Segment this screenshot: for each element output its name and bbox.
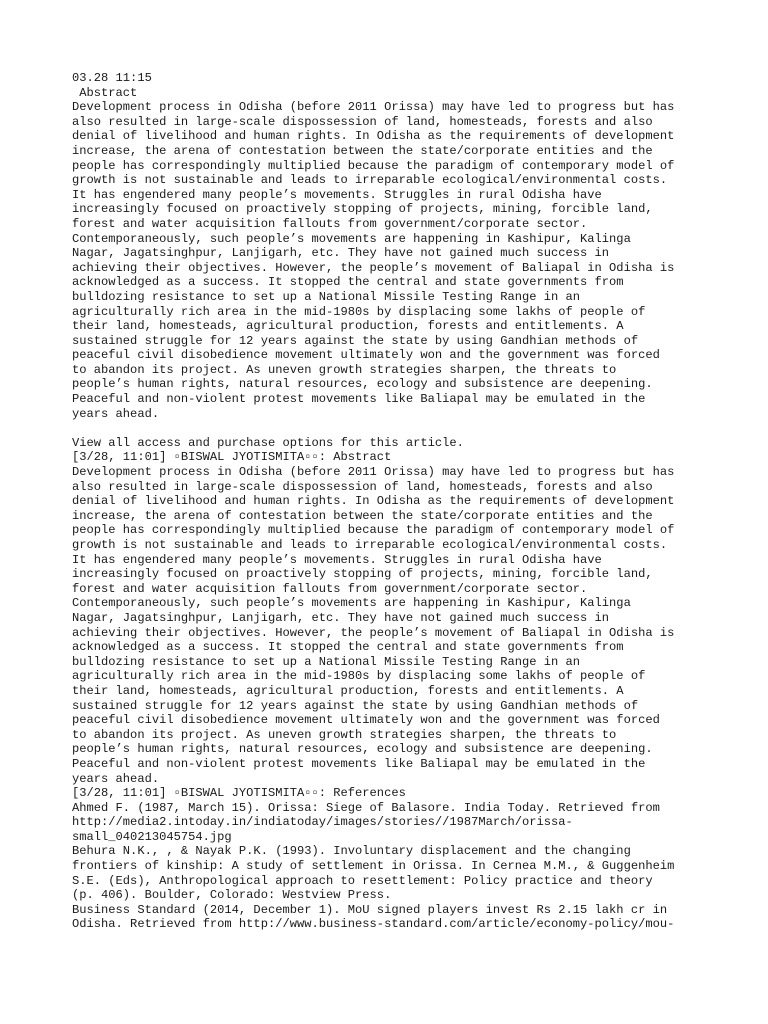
document-text [72, 71, 712, 932]
text-line: Contemporaneously, such people’s movements are happening in Kashipur, Kalinga [72, 231, 631, 246]
text-line: their land, homesteads, agricultural production, forests and entitlements. A [72, 319, 624, 334]
text-line: frontiers of kinship: A study of settlement in Orissa. In Cernea M.M., & Guggenheim [72, 859, 675, 874]
text-line: View all access and purchase options for this article. [72, 435, 464, 450]
text-line: achieving their objectives. However, the people’s movement of Baliapal in Odisha is [72, 625, 675, 640]
text-line: years ahead. [72, 771, 160, 786]
text-line: increasingly focused on proactively stopping of projects, mining, forcible land, [72, 202, 653, 217]
text-line: denial of livelihood and human rights. In Odisha as the requirements of development [72, 494, 675, 509]
text-line: [3/28, 11:01] ▫BISWAL JYOTISMITA▫▫: Abstract [72, 450, 392, 465]
text-line: It has engendered many people’s movements. Struggles in rural Odisha have [72, 552, 602, 567]
text-line: years ahead. [72, 406, 160, 421]
text-line: (p. 406). Boulder, Colorado: Westview Press. [72, 888, 392, 903]
text-line: achieving their objectives. However, the people’s movement of Baliapal in Odisha is [72, 260, 675, 275]
text-line: Abstract [72, 85, 138, 100]
text-line: Peaceful and non-violent protest movements like Baliapal may be emulated in the [72, 756, 646, 771]
text-line: small_040213045754.jpg [72, 829, 232, 844]
text-line: S.E. (Eds), Anthropological approach to resettlement: Policy practice and theory [72, 873, 653, 888]
text-line: people has correspondingly multiplied because the paradigm of contemporary model of [72, 523, 675, 538]
text-line: Odisha. Retrieved from http://www.business-standard.com/article/economy-policy/mou- [72, 917, 675, 932]
text-line: growth is not sustainable and leads to irreparable ecological/environmental costs. [72, 538, 668, 552]
text-line: to abandon its project. As uneven growth strategies sharpen, the threats to [72, 727, 617, 742]
text-line: also resulted in large-scale dispossession of land, homesteads, forests and also [72, 479, 653, 494]
text-line: acknowledged as a success. It stopped the central and state governments from [72, 275, 624, 290]
text-line: Behura N.K., , & Nayak P.K. (1993). Involuntary displacement and the changing [72, 844, 631, 859]
text-line: growth is not sustainable and leads to irreparable ecological/environmental costs. [72, 173, 668, 188]
blank-line [72, 421, 712, 436]
text-line: increase, the arena of contestation between the state/corporate entities and the [72, 508, 653, 523]
text-line: Nagar, Jagatsinghpur, Lanjigarh, etc. They have not gained much success in [72, 246, 610, 261]
text-line: denial of livelihood and human rights. In Odisha as the requirements of development [72, 129, 675, 144]
text-line: acknowledged as a success. It stopped the central and state governments from [72, 640, 624, 655]
text-line: bulldozing resistance to set up a National Missile Testing Range in an [72, 654, 581, 669]
text-line: increasingly focused on proactively stopping of projects, mining, forcible land, [72, 567, 653, 582]
text-line: their land, homesteads, agricultural production, forests and entitlements. A [72, 683, 624, 698]
text-line: to abandon its project. As uneven growth strategies sharpen, the threats to [72, 362, 617, 377]
text-line: Development process in Odisha (before 2011 Orissa) may have led to progress but has [72, 100, 675, 115]
text-line: Peaceful and non-violent protest movements like Baliapal may be emulated in the [72, 392, 646, 407]
text-line: forest and water acquisition fallouts from government/corporate sector. [72, 216, 588, 231]
text-line: people’s human rights, natural resources, ecology and subsistence are deepening. [72, 742, 653, 757]
text-line: agriculturally rich area in the mid-1980s by displacing some lakhs of people of [72, 669, 646, 684]
text-line: agriculturally rich area in the mid-1980s by displacing some lakhs of people of [72, 304, 646, 319]
text-line: peaceful civil disobedience movement ultimately won and the government was forced [72, 713, 660, 728]
text-line: also resulted in large-scale dispossession of land, homesteads, forests and also [72, 114, 653, 129]
text-line: forest and water acquisition fallouts from government/corporate sector. [72, 581, 588, 596]
text-line: It has engendered many people’s movements. Struggles in rural Odisha have [72, 187, 602, 202]
text-line: http://media2.intoday.in/indiatoday/images/stories//1987March/orissa- [72, 815, 573, 830]
text-line: peaceful civil disobedience movement ultimately won and the government was forced [72, 348, 660, 363]
text-line: sustained struggle for 12 years against the state by using Gandhian methods of [72, 333, 639, 348]
text-line: Contemporaneously, such people’s movements are happening in Kashipur, Kalinga [72, 596, 631, 611]
text-line: [3/28, 11:01] ▫BISWAL JYOTISMITA▫▫: References [72, 786, 406, 801]
text-line: people has correspondingly multiplied because the paradigm of contemporary model of [72, 158, 675, 173]
text-line: people’s human rights, natural resources, ecology and subsistence are deepening. [72, 377, 653, 392]
text-line: bulldozing resistance to set up a National Missile Testing Range in an [72, 289, 581, 304]
text-line: increase, the arena of contestation between the state/corporate entities and the [72, 143, 653, 158]
text-line: Nagar, Jagatsinghpur, Lanjigarh, etc. They have not gained much success in [72, 610, 610, 625]
text-line: 03.28 11:15 [72, 71, 152, 85]
text-line: Ahmed F. (1987, March 15). Orissa: Siege of Balasore. India Today. Retrieved from [72, 800, 660, 815]
text-line: Business Standard (2014, December 1). MoU signed players invest Rs 2.15 lakh cr in [72, 902, 668, 917]
text-line: Development process in Odisha (before 2011 Orissa) may have led to progress but has [72, 465, 675, 480]
text-line: sustained struggle for 12 years against the state by using Gandhian methods of [72, 698, 639, 713]
